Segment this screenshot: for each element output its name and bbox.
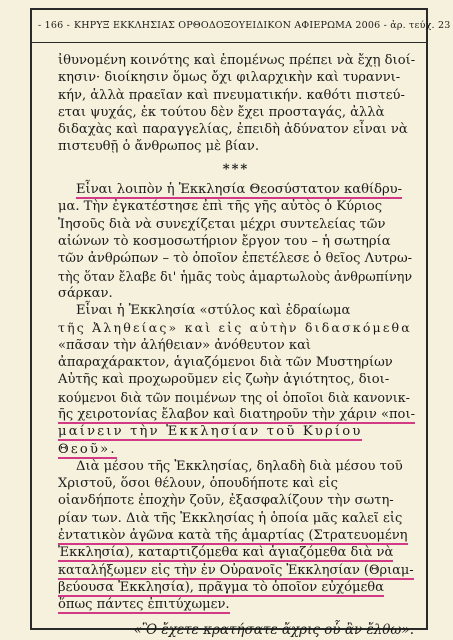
highlighted-line: ῆς χειροτονίας ἔλαβον καὶ διατηροῦν τὴν χάριν «ποι- [58,406,416,422]
text-line: «πᾶσαν τὴν ἀλήθειαν» ἀνόθευτον καὶ [58,337,312,353]
paragraph-salvation [58,458,414,614]
paragraph-pillar-of-truth [58,302,414,458]
text-line: οἱανδήποτε ἐποχὴν ζοῦν, ἐξασφαλίζουν τὴν σωτη- [58,493,394,509]
text-line: Αὐτῆς καὶ προχωροῦμεν εἰς ζωὴν ἁγιότητος, διοι- [58,372,390,388]
text-line: ἀπαραχάρακτον, ἁγιαζόμενοι διὰ τῶν Μυστηρίων [58,355,393,371]
highlighted-line: Εἶναι λοιπὸν ἡ Ἐκκλησία Θεοσύστατον καθίδρυ- [76,182,403,198]
highlighted-line: μαίνειν τὴν Ἐκκλησίαν τοῦ Κυρίου [58,424,363,440]
text-line: τῆς Ἀληθείας» καὶ εἰς αὐτὴν διδασκόμεθα [58,320,412,336]
text-line: σάρκαν. [58,285,113,301]
paragraph-governance [58,52,414,156]
highlighted-line: καταλήξωμεν εἰς τὴν ἐν Οὐρανοῖς Ἐκκλησίαν (Θριαμ- [58,562,414,578]
highlighted-line: Θεοῦ». [58,441,117,457]
text-line: ρίαν των. Διὰ τῆς Ἐκκλησίας ἡ ὁποία μᾶς καλεῖ εἰς [58,510,403,526]
text-line: εται ψυχάς, ἐκ τούτου δὲν ἔχει προσταγάς, ἀλλὰ [58,104,385,120]
paragraph-church-established [58,181,414,302]
text-line: κούμενοι διὰ τῶν ποιμένων της οἱ ὁποῖοι διὰ κανονικ- [58,389,410,405]
highlighted-line: βεύουσα Ἐκκλησία), πρᾶγμα τὸ ὁποῖον εὐχόμεθα [58,579,384,595]
text-line: τῶν ἀνθρώπων – τὸ ὁποῖον ἐπετέλεσε ὁ θεῖος Λυτρω- [58,251,413,267]
text-line: Χριστοῦ, ὅσοι θέλουν, ὁπουδήποτε καὶ εἰς [58,476,338,492]
section-separator: *** [222,161,250,177]
article-body [58,52,414,639]
journal-title: ΚΗΡΥΞ ΕΚΚΛΗΣΙΑΣ ΟΡΘΟΔΟΞΟΥ [74,20,246,31]
issue-info: ΕΙΔΙΚΟΝ ΑΦΙΕΡΩΜΑ 2006 - ἀρ. τεύχ. 23 [245,20,451,31]
text-line: ἰθυνομένη κοινότης καὶ ἑπομένως πρέπει νὰ ἔχῃ διοί- [58,53,416,68]
highlighted-line: ὅπως πάντες ἐπιτύχωμεν. [58,597,230,613]
text-line: τὴς ὅταν ἔλαβε δι' ἡμᾶς τοὺς ἁμαρτωλοὺς ἀνθρωπίνην [58,268,413,284]
closing-quote: «Ὃ ἔχετε κρατήσατε ἄχρις οὗ ἂν ἔλθω». [133,621,414,638]
text-line: πιστευθῇ ὁ ἄνθρωπος μὲ βίαν. [58,139,260,155]
text-line: κήν, ἀλλὰ πραεῖαν καὶ πνευματικήν. καθότι πιστεύ- [58,87,405,103]
page-number: - 166 - [38,20,70,31]
text-line: μα. Τὴν ἐγκατέστησε ἐπὶ τῆς γῆς αὐτὸς ὁ Κύριος [58,199,383,215]
highlighted-line: ἐντατικὸν ἀγῶνα κατὰ τῆς ἁμαρτίας (Στρατευομένη [58,528,408,544]
text-line: Εἶναι ἡ Ἐκκλησία «στύλος καὶ ἑδραίωμα [76,303,351,319]
page-header [32,9,451,43]
text-line: αἰώνων τὸ κοσμοσωτήριον ἔργον του – ἡ σωτηρία [58,233,391,249]
text-line: διδαχὰς καὶ παραγγελίας, ἐπειδὴ ἀδύνατον εἶναι νὰ [58,122,408,138]
highlighted-line: Ἐκκλησία), καταρτιζόμεθα καὶ ἁγιαζόμεθα διὰ νὰ [58,545,394,561]
text-line: κησιν· διοίκησιν ὅμως ὄχι φιλαρχικὴν καὶ τυραννι- [58,70,401,86]
text-line: Ἰησοῦς διὰ νὰ συνεχίζεται μέχρι συντελείας τῶν [58,216,386,232]
text-line: Διὰ μέσου τῆς Ἐκκλησίας, δηλαδὴ διὰ μέσου τοῦ [76,458,403,474]
